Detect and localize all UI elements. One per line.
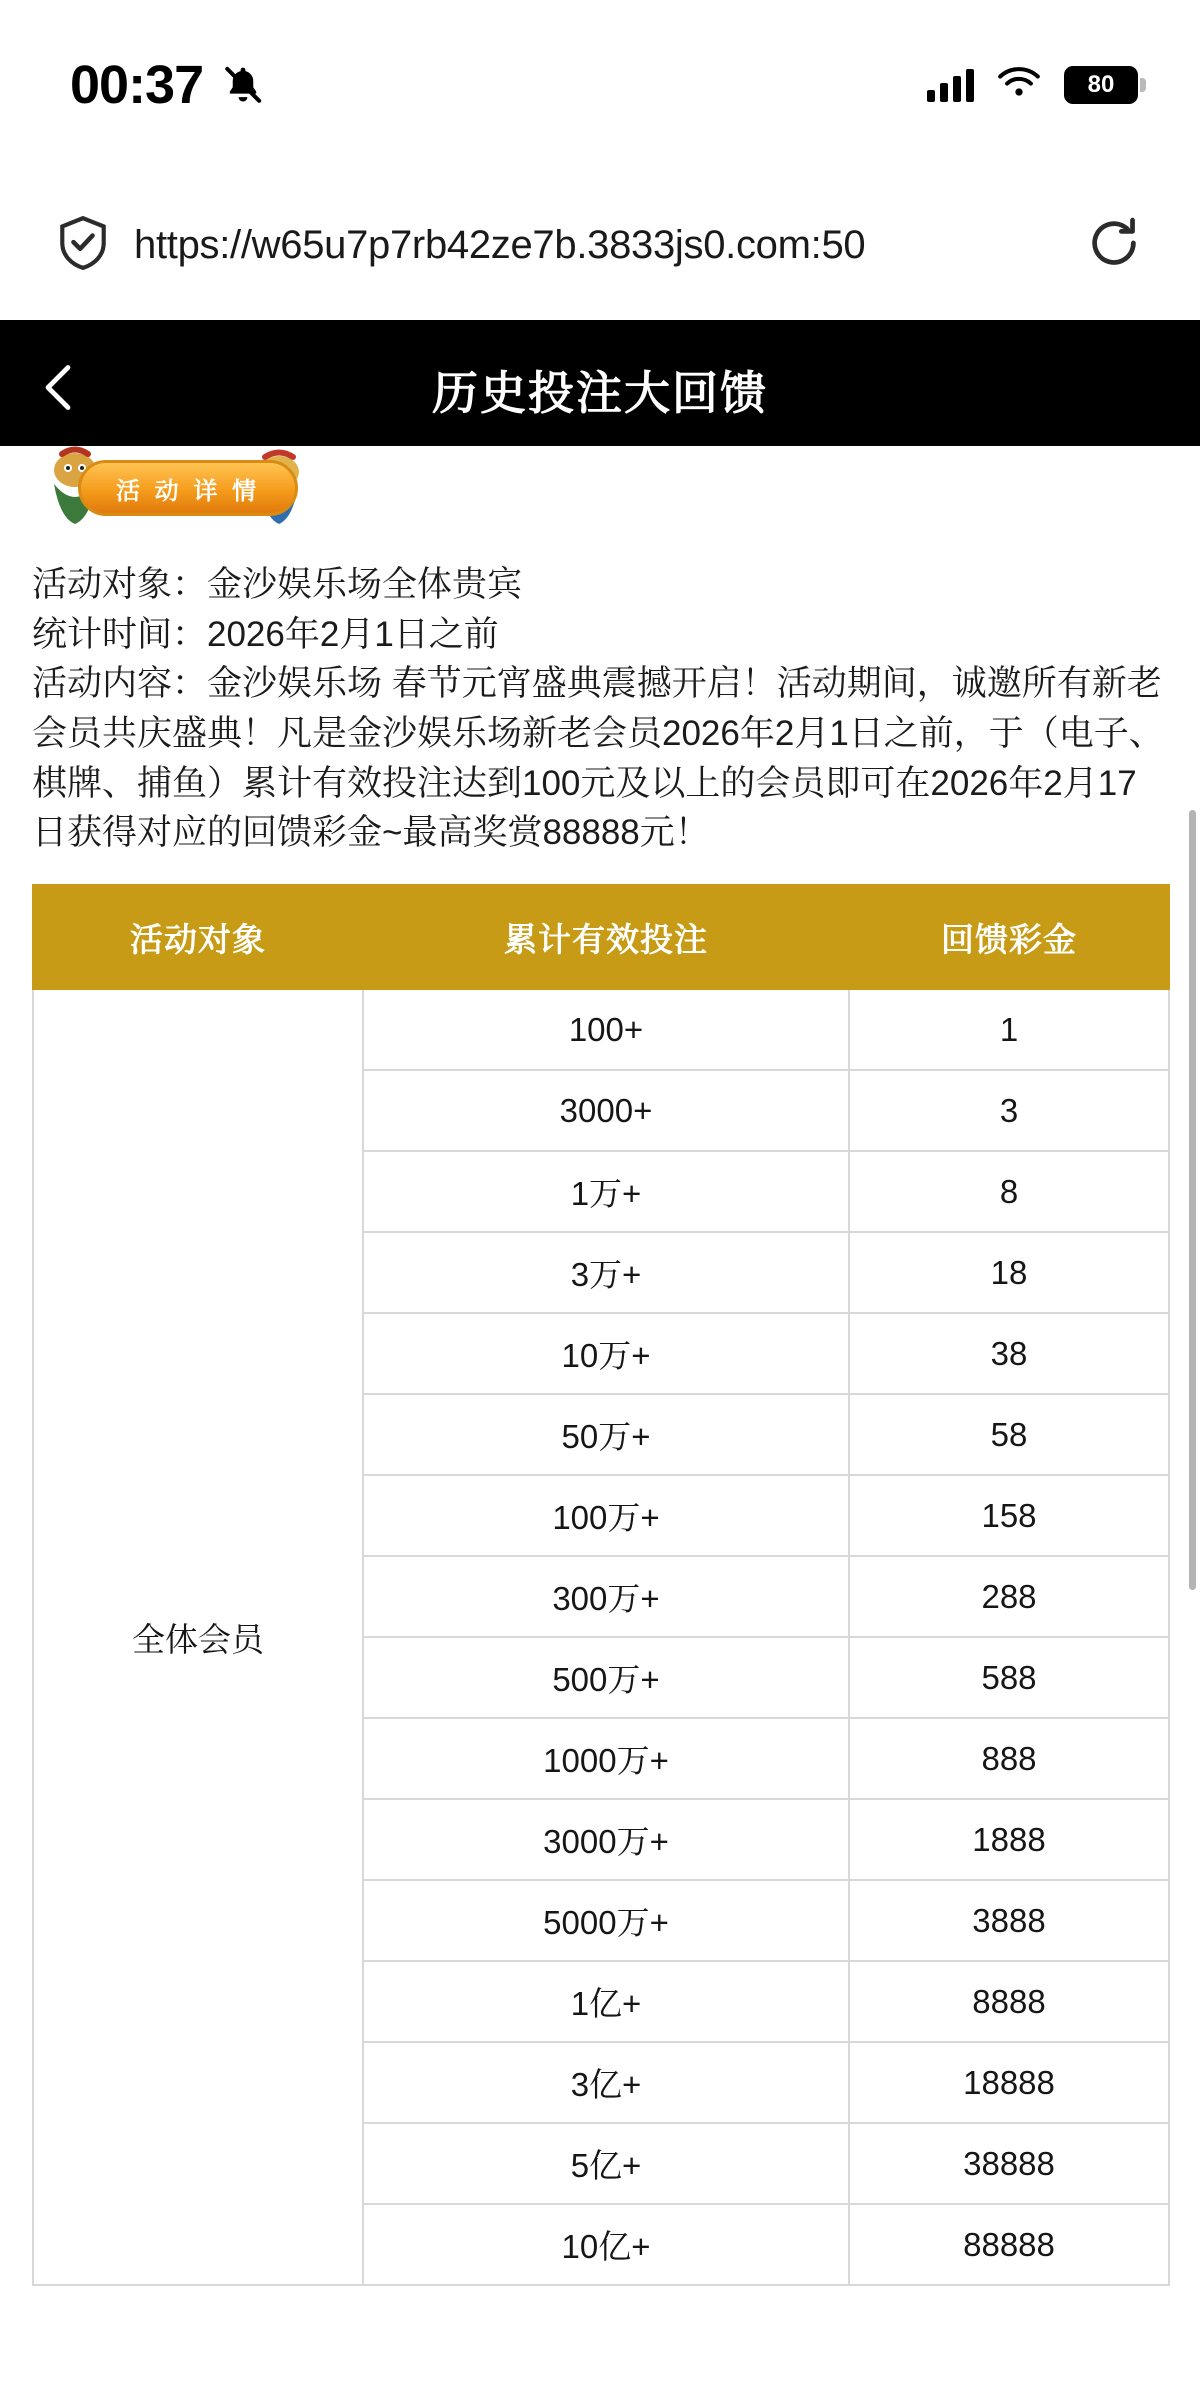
bet-cell: 3000+ — [363, 1070, 849, 1151]
bet-cell: 3亿+ — [363, 2042, 849, 2123]
bonus-cell: 18888 — [849, 2042, 1169, 2123]
page-title: 历史投注大回馈 — [432, 367, 768, 419]
app-header — [0, 320, 1200, 460]
bet-cell: 500万+ — [363, 1637, 849, 1718]
reward-table — [32, 884, 1170, 2286]
table-header-target: 活动对象 — [33, 885, 363, 989]
table-header-bonus: 回馈彩金 — [849, 885, 1169, 989]
bonus-cell: 58 — [849, 1394, 1169, 1475]
back-chevron-icon[interactable] — [38, 362, 82, 419]
bonus-cell: 18 — [849, 1232, 1169, 1313]
bonus-cell: 38 — [849, 1313, 1169, 1394]
bet-cell: 1亿+ — [363, 1961, 849, 2042]
bonus-cell: 88888 — [849, 2204, 1169, 2285]
page-content — [0, 446, 1200, 2286]
bet-cell: 10亿+ — [363, 2204, 849, 2285]
activity-details-banner — [32, 446, 332, 538]
bet-cell: 3万+ — [363, 1232, 849, 1313]
bet-cell: 5亿+ — [363, 2123, 849, 2204]
battery-level-label: 80 — [1087, 71, 1115, 98]
banner-plate — [78, 460, 298, 516]
bonus-cell: 1 — [849, 989, 1169, 1070]
bonus-cell: 38888 — [849, 2123, 1169, 2204]
bet-cell: 100万+ — [363, 1475, 849, 1556]
bonus-cell: 158 — [849, 1475, 1169, 1556]
status-bar — [0, 0, 1200, 170]
bet-cell: 5000万+ — [363, 1880, 849, 1961]
bet-cell: 1000万+ — [363, 1718, 849, 1799]
activity-period-line: 统计时间：2026年2月1日之前 — [32, 614, 499, 654]
bonus-cell: 288 — [849, 1556, 1169, 1637]
bet-cell: 100+ — [363, 989, 849, 1070]
banner-label: 活 动 详 情 — [115, 477, 260, 505]
cellular-signal-icon — [927, 68, 974, 102]
bell-muted-icon — [221, 63, 265, 107]
bonus-cell: 1888 — [849, 1799, 1169, 1880]
status-bar-right — [927, 65, 1138, 106]
activity-details-text — [32, 560, 1168, 858]
browser-url-bar[interactable] — [0, 170, 1200, 320]
member-group-cell: 全体会员 — [33, 989, 363, 2285]
bonus-cell: 3 — [849, 1070, 1169, 1151]
bonus-cell: 8 — [849, 1151, 1169, 1232]
table-header-row — [33, 885, 1169, 989]
bet-cell: 300万+ — [363, 1556, 849, 1637]
bet-cell: 10万+ — [363, 1313, 849, 1394]
wifi-icon — [996, 65, 1042, 106]
page-scrollbar[interactable] — [1189, 810, 1196, 1590]
bonus-cell: 588 — [849, 1637, 1169, 1718]
bonus-cell: 888 — [849, 1718, 1169, 1799]
bet-cell: 50万+ — [363, 1394, 849, 1475]
status-clock: 00:37 — [70, 55, 204, 115]
table-row — [33, 989, 1169, 1070]
bonus-cell: 3888 — [849, 1880, 1169, 1961]
reward-table-body — [33, 989, 1169, 2285]
bonus-cell: 8888 — [849, 1961, 1169, 2042]
activity-body-text: 活动内容：金沙娱乐场 春节元宵盛典震撼开启！活动期间，诚邀所有新老会员共庆盛典！凡是金沙娱乐场新老会员2026年2月1日之前，于（电子、棋牌、捕鱼）累计有效投注达到100元及以上的会员即可在2026年2月17日获得对应的回馈彩金~最高奖赏88888元！ — [32, 664, 1164, 853]
bet-cell: 3000万+ — [363, 1799, 849, 1880]
url-text[interactable]: https://w65u7p7rb42ze7b.3833js0.com:50 — [134, 222, 866, 267]
table-header-bet: 累计有效投注 — [363, 885, 849, 989]
bet-cell: 1万+ — [363, 1151, 849, 1232]
activity-target-line: 活动对象：金沙娱乐场全体贵宾 — [32, 565, 523, 604]
status-bar-left — [70, 54, 265, 116]
reload-icon[interactable] — [1086, 215, 1142, 276]
shield-check-icon — [56, 214, 110, 277]
battery-indicator — [1064, 66, 1138, 104]
